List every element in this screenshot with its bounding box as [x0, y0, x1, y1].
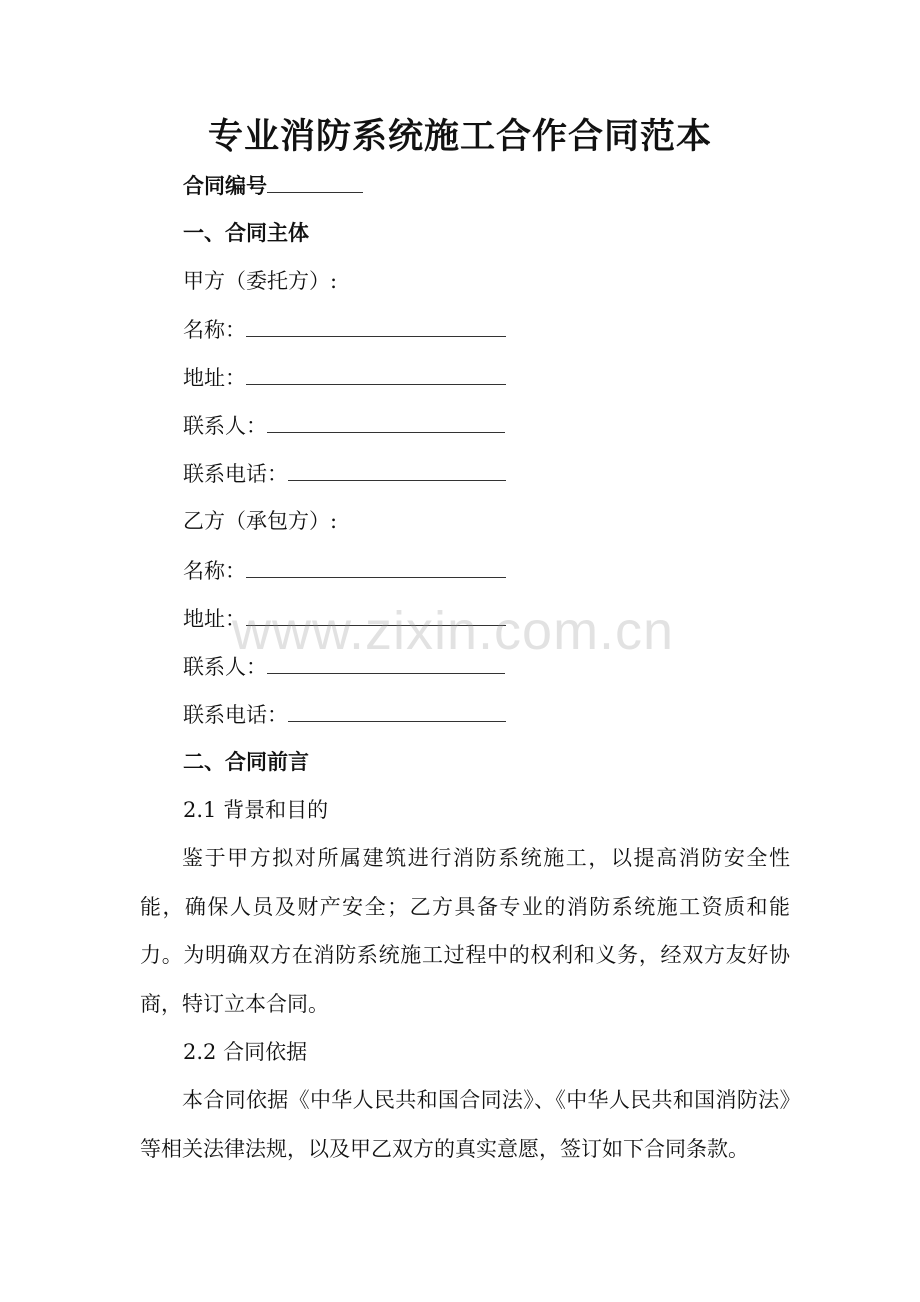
party-b-contact-label: 联系人：: [183, 655, 267, 679]
party-a-address-line: [183, 362, 506, 393]
party-a-name-line: [183, 314, 506, 345]
party-b-name-line: [183, 555, 506, 586]
party-b-label: 乙方（承包方）:: [183, 509, 338, 533]
section2-sub1-body: 鉴于甲方拟对所属建筑进行消防系统施工，以提高消防安全性能，确保人员及财产安全；乙方具备专业的消防系统施工资质和能力。为明确双方在消防系统施工过程中的权利和义务，经双方友好协商，特订立本合同。: [140, 846, 790, 1016]
document-title: 专业消防系统施工合作合同范本: [207, 116, 712, 157]
section2-heading: 二、合同前言: [183, 750, 309, 774]
party-a-phone-blank: [288, 458, 506, 481]
party-b-name-blank: [246, 555, 506, 578]
section2-sub2-body: 本合同依据《中华人民共和国合同法》、《中华人民共和国消防法》等相关法律法规，以及甲乙双方的真实意愿，签订如下合同条款。: [140, 1088, 790, 1161]
party-a-name-blank: [246, 314, 506, 337]
contract-number-label: 合同编号: [183, 174, 267, 198]
party-a-label: 甲方（委托方）:: [183, 269, 338, 293]
party-b-phone-blank: [288, 699, 506, 722]
party-a-name-label: 名称：: [183, 318, 246, 342]
party-b-address-label: 地址：: [183, 607, 246, 631]
party-a-contact-line: [183, 410, 505, 441]
section2-sub2-title: 2.2 合同依据: [183, 1040, 308, 1064]
party-b-phone-label: 联系电话：: [183, 703, 288, 727]
party-b-name-label: 名称：: [183, 559, 246, 583]
party-a-address-blank: [246, 362, 506, 385]
party-b-phone-line: [183, 699, 506, 730]
contract-number-line: [183, 170, 363, 201]
party-a-address-label: 地址：: [183, 366, 246, 390]
watermark: www.zixin.com.cn: [232, 601, 675, 661]
party-a-phone-label: 联系电话：: [183, 462, 288, 486]
contract-number-blank: [267, 170, 363, 193]
section2-sub1-title: 2.1 背景和目的: [183, 798, 329, 822]
section1-heading: 一、合同主体: [183, 221, 309, 245]
party-a-contact-blank: [267, 410, 505, 433]
party-a-contact-label: 联系人：: [183, 414, 267, 438]
party-a-phone-line: [183, 458, 506, 489]
